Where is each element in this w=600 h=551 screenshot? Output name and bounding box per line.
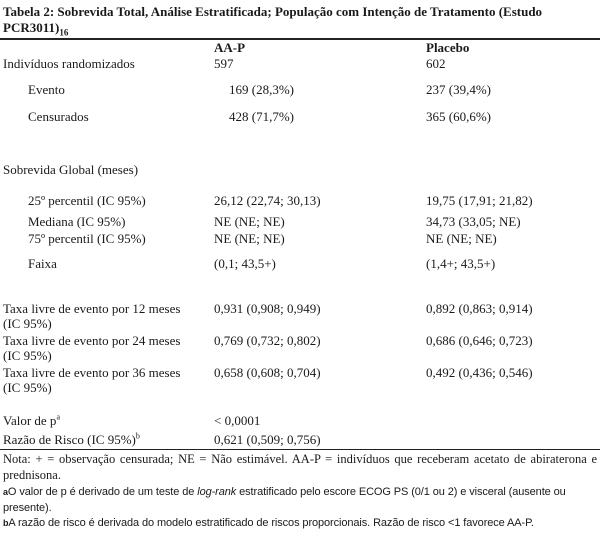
row-label-event: Evento bbox=[28, 82, 65, 97]
row-label-efr36: Taxa livre de evento por 36 meses bbox=[3, 365, 181, 380]
cell-efr24-aap: 0,769 (0,732; 0,802) bbox=[214, 333, 321, 348]
row-label-efr12-ci: (IC 95%) bbox=[3, 316, 52, 331]
cell-efr24-placebo: 0,686 (0,646; 0,723) bbox=[426, 333, 533, 348]
row-label-randomized: Indivíduos randomizados bbox=[3, 56, 135, 71]
cell-p25-placebo: 19,75 (17,91; 21,82) bbox=[426, 193, 533, 208]
footnote-b-marker: b bbox=[3, 518, 9, 528]
footnote-a-marker: a bbox=[3, 487, 8, 497]
table-title-ref: 16 bbox=[59, 27, 69, 38]
table-note: Nota: + = observação censurada; NE = Não estimável. AA-P = indivíduos que receberam acetato de abiraterona e prednisona. bbox=[3, 452, 597, 482]
cell-randomized-placebo: 602 bbox=[426, 56, 446, 71]
table-title-line2: PCR3011) bbox=[3, 20, 60, 35]
footnote-a-text-start: O valor de p é derivado de um teste de bbox=[7, 486, 198, 498]
footnote-a-italic: log-rank bbox=[197, 486, 237, 498]
cell-randomized-aap: 597 bbox=[214, 56, 234, 71]
cell-p75-placebo: NE (NE; NE) bbox=[426, 231, 497, 246]
row-label-median: Mediana (IC 95%) bbox=[28, 214, 126, 229]
cell-efr36-aap: 0,658 (0,608; 0,704) bbox=[214, 365, 321, 380]
column-header-placebo: Placebo bbox=[426, 40, 470, 55]
table-title-cont bbox=[3, 20, 68, 36]
row-label-p25: 25º percentil (IC 95%) bbox=[28, 193, 146, 208]
table-title bbox=[3, 4, 542, 20]
cell-p75-aap: NE (NE; NE) bbox=[214, 231, 285, 246]
table-title-line1: Tabela 2: Sobrevida Total, Análise Estratificada; População com Intenção de Tratamento (Estudo bbox=[3, 4, 543, 19]
row-label-efr24-ci: (IC 95%) bbox=[3, 348, 52, 363]
footnote-a-text-end: estratificado pelo escore ECOG PS (0/1 ou 2) e visceral (ausente ou presente). bbox=[3, 486, 566, 514]
hazard-ratio-label-text: Razão de Risco (IC 95%) bbox=[3, 432, 136, 447]
cell-p25-aap: 26,12 (22,74; 30,13) bbox=[214, 193, 321, 208]
row-label-efr12: Taxa livre de evento por 12 meses bbox=[3, 301, 181, 316]
cell-hazard-ratio-aap: 0,621 (0,509; 0,756) bbox=[214, 432, 321, 447]
cell-efr36-placebo: 0,492 (0,436; 0,546) bbox=[426, 365, 533, 380]
column-header-aap: AA-P bbox=[214, 40, 246, 55]
cell-range-placebo: (1,4+; 43,5+) bbox=[426, 256, 496, 271]
cell-pvalue-aap: < 0,0001 bbox=[214, 413, 261, 428]
cell-efr12-aap: 0,931 (0,908; 0,949) bbox=[214, 301, 321, 316]
section-header-overall-survival: Sobrevida Global (meses) bbox=[3, 162, 139, 177]
row-label-efr24: Taxa livre de evento por 24 meses bbox=[3, 333, 181, 348]
footnote-a bbox=[3, 484, 597, 516]
cell-event-placebo: 237 (39,4%) bbox=[426, 82, 491, 97]
row-label-efr36-ci: (IC 95%) bbox=[3, 380, 52, 395]
cell-event-aap: 169 (28,3%) bbox=[229, 82, 294, 97]
table-top-rule bbox=[0, 38, 600, 40]
cell-range-aap: (0,1; 43,5+) bbox=[214, 256, 276, 271]
cell-censored-aap: 428 (71,7%) bbox=[229, 109, 294, 124]
hazard-ratio-footnote-marker: b bbox=[135, 431, 140, 441]
row-label-pvalue bbox=[3, 413, 60, 429]
cell-efr12-placebo: 0,892 (0,863; 0,914) bbox=[426, 301, 533, 316]
row-label-hazard-ratio bbox=[3, 432, 140, 448]
table-bottom-rule bbox=[0, 449, 600, 450]
pvalue-label-text: Valor de p bbox=[3, 413, 57, 428]
row-label-p75: 75º percentil (IC 95%) bbox=[28, 231, 146, 246]
cell-censored-placebo: 365 (60,6%) bbox=[426, 109, 491, 124]
footnote-b bbox=[3, 515, 597, 531]
row-label-range: Faixa bbox=[28, 256, 57, 271]
row-label-censored: Censurados bbox=[28, 109, 89, 124]
pvalue-footnote-marker: a bbox=[56, 412, 60, 422]
footnote-b-text: A razão de risco é derivada do modelo estratificado de riscos proporcionais. Razão de risco <1 favorece AA-P. bbox=[8, 517, 534, 529]
cell-median-placebo: 34,73 (33,05; NE) bbox=[426, 214, 521, 229]
cell-median-aap: NE (NE; NE) bbox=[214, 214, 285, 229]
